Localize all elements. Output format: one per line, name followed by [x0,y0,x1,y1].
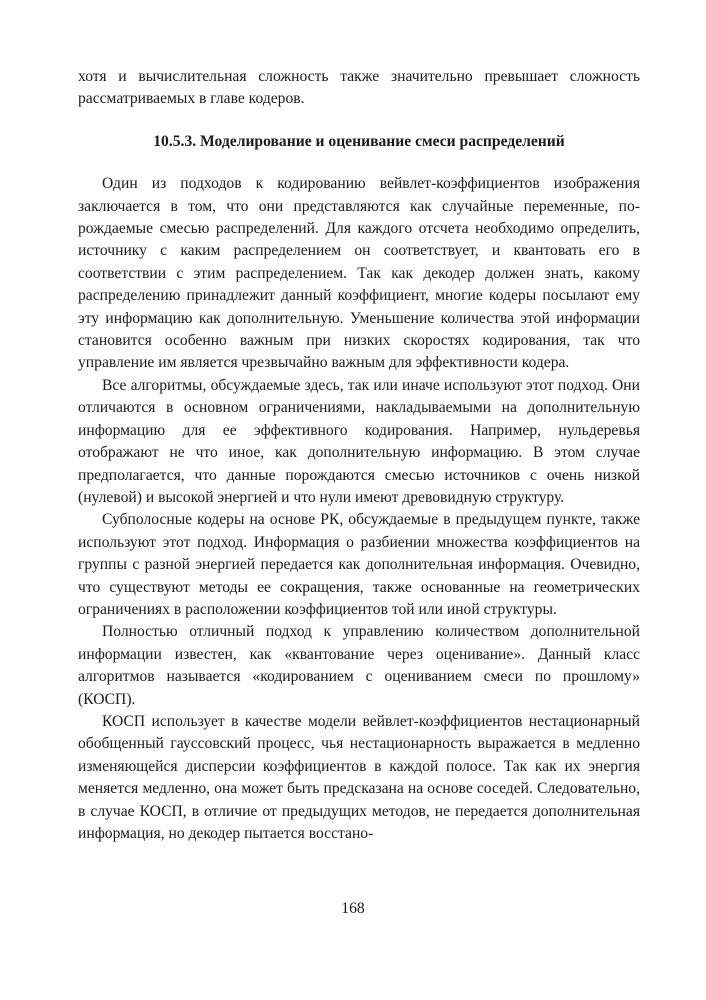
paragraph-1: Один из подходов к кодированию вейвлет-коэффициентов изображения заключается в том, что они представляются как случайные переменные, порождаемые смесью распределений. Для каждого отсчета необходимо определить, источнику с каким распределением он соответствует, и квантовать его в соответствии с этим распределением. Так как декодер должен знать, какому распределению принадлежит данный коэффициент, многие кодеры посылают ему эту информацию как дополнительную. Уменьшение количества этой информации становится особенно важным при низких скоростях кодирования, так что управление им является чрезвычайно важным для эффективности кодера. [78,175,640,372]
opening-text: хотя и вычислительная сложность также значительно превышает сложность рассматриваемых в главе кодеров. [78,68,640,108]
paragraph-5: КОСП использует в качестве модели вейвлет-коэффициентов нестационарный обобщенный гауссовский процесс, чья нестационарность выражается в медленно изменяющейся дисперсии коэффициентов в каждой полосе. Так как их энергия меняется медленно, она может быть предсказана на основе соседей. Следовательно, в случае КОСП, в отличие от предыдущих методов, не передается дополнительная информация, но декодер пытается восстано- [78,712,640,842]
document-page [78,66,640,845]
page-number: 168 [341,900,365,917]
paragraph-2: Все алгоритмы, обсуждаемые здесь, так или иначе используют этот подход. Они отличаются в основном ограничениями, накладываемыми на дополнительную информацию для ее эффективного кодирования. Например, нульдеревья отображают не что иное, как дополнительную информацию. В этом случае предполагается, что данные порождаются смесью источников с очень низкой (нулевой) и высокой энергией и что нули имеют древовидную структуру. [78,376,640,506]
paragraph-3: Субполосные кодеры на основе РК, обсуждаемые в предыдущем пункте, также используют этот подход. Информация о разбиении множества коэффициентов на группы с разной энергией передается как дополнительная информация. Очевидно, что существуют методы ее сокращения, также основанные на геометрических ограничениях в расположении коэффициентов той или иной структуры. [78,511,640,618]
paragraph-4: Полностью отличный подход к управлению количеством дополнительной информации известен, как «квантование через оценивание». Данный класс алгоритмов называется «кодированием с оцениванием смеси по прошлому» (КОСП). [78,623,640,708]
section-heading: 10.5.3. Моделирование и оценивание смеси распределений [153,132,565,150]
